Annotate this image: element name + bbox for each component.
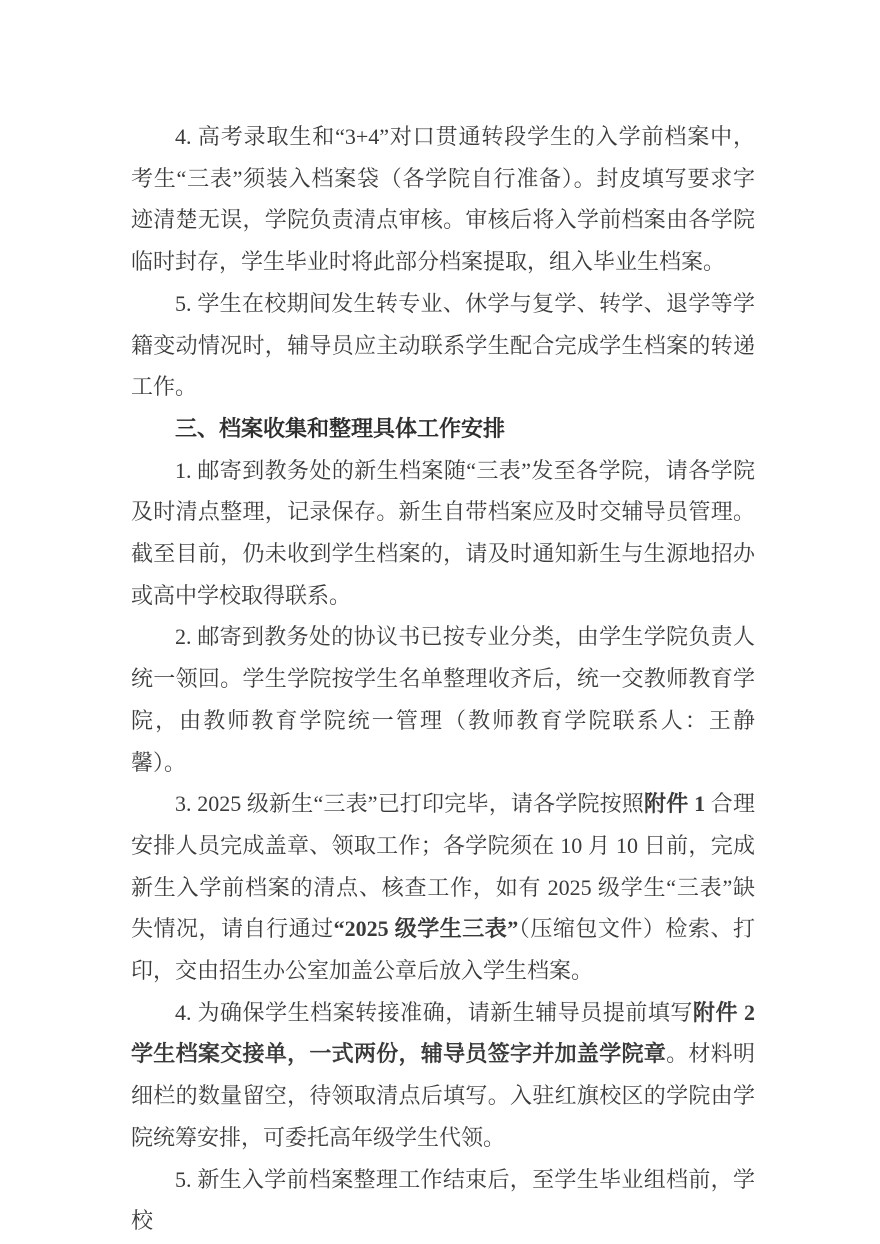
paragraph-item-1 <box>131 450 755 617</box>
text-run: 2. 邮寄到教务处的协议书已按专业分类，由学生学院负责人统一领回。学生学院按学生名单整理收齐后，统一交教师教育学院，由教师教育学院统一管理（教师教育学院联系人：王静馨）。 <box>131 624 755 775</box>
text-run: 4. 为确保学生档案转接准确，请新生辅导员提前填写 <box>175 999 693 1025</box>
text-run: 5. 新生入学前档案整理工作结束后，至学生毕业组档前，学校 <box>131 1166 755 1234</box>
paragraph-item-3 <box>131 783 755 992</box>
text-run: （压缩包文件）检索、打印，交由招生办公室加盖公章后放入学生档案。 <box>131 916 755 984</box>
text-run: 合理安排人员完成盖章、领取工作；各学院须在 10 月 10 日前，完成新生入学前档案的清点、核查工作，如有 2025 级学生“三表”缺失情况，请自行通过 <box>131 791 755 942</box>
text-run: 4. 高考录取生和“3+4”对口贯通转段学生的入学前档案中，考生“三表”须装入档案袋（各学院自行准备）。封皮填写要求字迹清楚无误，学院负责清点审核。审核后将入学前档案由各学院临时封存，学生毕业时将此部分档案提取，组入毕业生档案。 <box>131 124 755 275</box>
text-run: 3. 2025 级新生“三表”已打印完毕，请各学院按照 <box>175 791 645 817</box>
bold-text-run: 附件 1 <box>644 791 706 817</box>
text-run: 5. 学生在校期间发生转专业、休学与复学、转学、退学等学籍变动情况时，辅导员应主动联系学生配合完成学生档案的转递工作。 <box>131 290 755 400</box>
paragraph-item-4 <box>131 992 755 1159</box>
bold-text-run: “2025 级学生三表” <box>333 916 519 942</box>
text-run: 1. 邮寄到教务处的新生档案随“三表”发至各学院，请各学院及时清点整理，记录保存。新生自带档案应及时交辅导员管理。截至目前，仍未收到学生档案的，请及时通知新生与生源地招办或高中学校取得联系。 <box>131 457 755 608</box>
paragraph-prev-item-5 <box>131 283 755 408</box>
paragraph-item-2 <box>131 616 755 783</box>
document-body <box>131 116 755 1242</box>
paragraph-prev-item-4 <box>131 116 755 283</box>
bold-text-run: 附件 2 学生档案交接单，一式两份，辅导员签字并加盖学院章 <box>131 999 755 1067</box>
bold-text-run: 三、档案收集和整理具体工作安排 <box>175 415 506 441</box>
paragraph-item-5 <box>131 1159 755 1242</box>
text-run: 。材料明细栏的数量留空，待领取清点后填写。入驻红旗校区的学院由学院统筹安排，可委托高年级学生代领。 <box>131 1041 755 1150</box>
section-heading <box>131 408 755 450</box>
